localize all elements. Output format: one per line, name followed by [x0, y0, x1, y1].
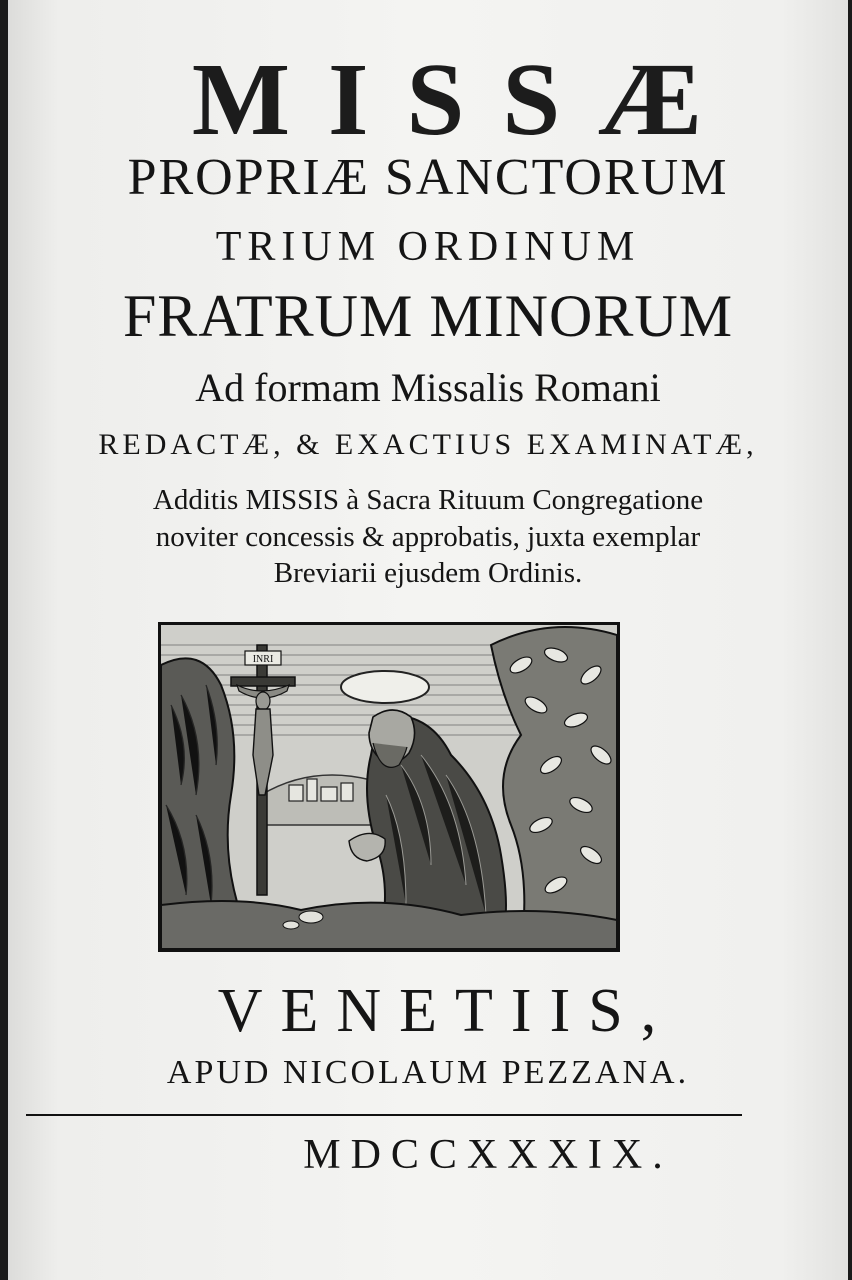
description-line-3: Breviarii ejusdem Ordinis.: [273, 557, 583, 590]
subtitle-line-4: Ad formam Missalis Romani: [195, 365, 661, 410]
subtitle-line-1: PROPRIÆ SANCTORUM: [127, 149, 729, 206]
saint-francis-woodcut: [161, 625, 617, 949]
horizontal-rule: [26, 1114, 742, 1116]
title-page: [8, 0, 848, 1280]
description-block: [8, 482, 848, 592]
subtitle-line-2: TRIUM ORDINUM: [215, 224, 641, 270]
subtitle-line-3: FRATRUM MINORUM: [122, 283, 734, 349]
description-line-1: Additis MISSIS à Sacra Rituum Congregatione: [152, 484, 704, 516]
book-title: MISSÆ: [191, 42, 741, 157]
imprint-year: MDCCXXXIX.: [303, 1132, 673, 1178]
imprint-publisher: APUD NICOLAUM PEZZANA.: [166, 1054, 690, 1091]
imprint-place: VENETIIS,: [217, 977, 675, 1045]
cross-inscription: INRI: [252, 654, 274, 665]
woodcut-illustration: [158, 622, 620, 952]
subtitle-line-5: REDACTÆ, & EXACTIUS EXAMINATÆ,: [98, 428, 758, 461]
description-line-2: noviter concessis & approbatis, juxta exemplar: [155, 520, 701, 553]
